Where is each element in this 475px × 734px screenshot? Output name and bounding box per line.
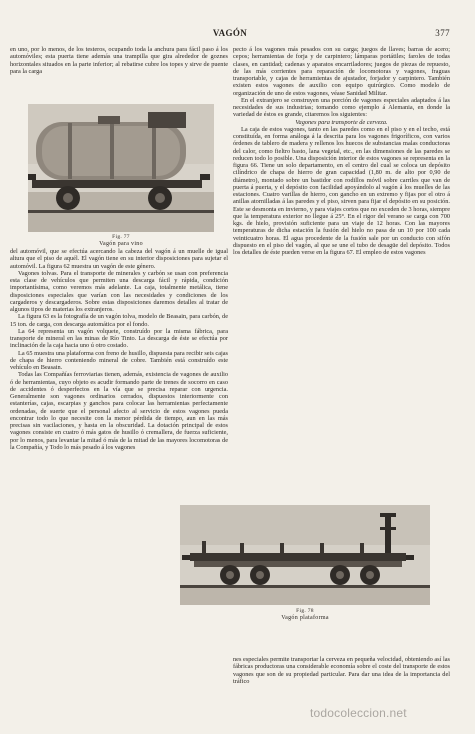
paragraph: Vagones tolvas. Para el transporte de minerales y carbón se usan con preferencia esta clase de vehículos que permiten una descarga fácil y rápida, condición importantísima, como veremos más adelante. La caja, totalmente metálica, tiene disposiciones especiales que varían con las necesidades y condiciones de los cargaderos y descargaderos. Sobre estas disposiciones daremos detalles al tratar de algunos tipos de materias los extranjeros. bbox=[10, 269, 228, 313]
paragraph: Todas las Compañías ferroviarias tienen, además, existencia de vagones de auxilio ó de herramientas, cuyo objeto es acudir formando parte de trenes de socorro en caso de accidentes ó desperfectos en la vía que se precisa reparar con urgencia. Generalmente son vagones ordinarios cerrados, dispuestos interiormente con estanterías, cajas, escarpias y ganchos para colocar las herramientas perfectamente ordenadas, de suerte que el personal afecto al servicio de estos vagones pueda encontrar todo lo que necesite con la menor pérdida de tiempo, aun en las más precisas sin vacilaciones, y hasta en la obscuridad. La dotación principal de estos vagones consiste en cuatro ó más gatos de husillo ó cremallera, de fuerza suficiente, por lo menos, para levantar la mitad ó más de la mitad de las mayores locomotoras de la Compañía, y Todo lo más pesado á los vagones bbox=[10, 371, 228, 451]
paragraph: nes especiales permite transportar la cerveza en pequeña velocidad, obteniendo así las fábricas productoras una considerable economía sobre el coste del transporte de estos vagones que son de su propiedad particular. Para dar una idea de la importancia del tráfico bbox=[233, 656, 450, 685]
figure-78-label: Fig. 78 bbox=[296, 608, 314, 614]
figure-77-label: Fig. 77 bbox=[112, 234, 130, 240]
paragraph: En el extranjero se construyen una porción de vagones especiales adaptados á las necesidades de sus industrias; tomando como ejemplo á Alemania, en donde la variedad de éstos es grande, citaremos los siguientes: bbox=[233, 96, 450, 119]
right-column-bottom-text bbox=[233, 656, 450, 696]
watermark: todocoleccion.net bbox=[310, 706, 407, 720]
figure-78-photo bbox=[180, 505, 430, 605]
paragraph: pecto á los vagones más pesados con su carga; juegos de llaves; barras de acero; cepos; herramientas de forja y de carpintero; lámparas portátiles; faroles de todas clases, en cantidad; cadenas y aparatos encarriladores; juegos de piezas de repuesto, de las más corrientes para reparación de locomotoras y vagones, fraguas transportable, y cajas de herramientas de ajustador, forjador y carpintero. También existen estos vagones de auxilio con equipo quirúrgico. Como modelo de organización de uno de estos vagones, véase Sanidad Militar. bbox=[233, 46, 450, 97]
left-column-top-text bbox=[10, 46, 228, 98]
paragraph: en uno, por lo menos, de los testeros, ocupando toda la anchura para fácil paso á los automóviles; esta puerta tiene además una trampilla que gira alrededor de goznes horizontales situados en la parte inferior; al rebatirse cubre los topes y sirve de puente para la carga bbox=[10, 46, 228, 75]
paragraph: del automóvil, que se efectúa acercando la cabeza del vagón á un muelle de igual altura que el piso de aquél. El vagón tiene en su interior disposiciones para sujetar el automóvil. La figura 62 muestra un vagón de este género. bbox=[10, 248, 228, 270]
paragraph: La 64 representa un vagón volquete, construído por la misma fábrica, para transporte de mineral en las minas de Río Tinto. La descarga de éste se efectúa por inclinación de la caja hacia uno ú otro costado. bbox=[10, 327, 228, 350]
running-header bbox=[10, 28, 450, 42]
paragraph: La caja de estos vagones, tanto en las paredes como en el piso y en el techo, está constituída, en forma análoga á la descrita para los vagones frigoríficos, con varios órdenes de tablero de madera y rellenos los huecos de substancias malas conductoras del calor, como fieltro basto, lana vegetal, etc., en las dimensiones de las paredes se reducen todo lo posible. Una disposición interior de estos vagones se representa en la figura 66. Tiene un solo departamento, en el centro del cual se coloca un depósito cilíndrico de chapa de hierro de gran capacidad (1,80 m. de alto por 0,90 de diámetro), montado sobre un bastidor con rodillos móvil sobre carriles que van de puerta á puerta, y el depósito con facilidad apoyándolo al vagón á los muelles de las estaciones. Cuatro varillas de hierro, con gancho en un extremo y fijas por el otro á anillas atornilladas á las paredes y el piso, sirven para fijar el depósito en su posición. Este se desmonta en invierno, y para viajes cortos que no exceden de 3 horas, siempre que la temperatura exterior no llegue á 25°. En el rigor del verano se carga con 700 kgs. de hielo, provisión suficiente para un viaje de 12 horas. Con las mayores temperaturas de dicha estación la fusión del hielo no pasa de un 10 por 100 cada veinticuatro horas. El agua procedente de la fusión sale por un conducto con sifón dispuesto en el piso del vagón, al que se une el tubo de desagüe del depósito. Todos los detalles de éste pueden verse en la figura 67. El empleo de estos vagones bbox=[233, 125, 450, 256]
right-column-text bbox=[233, 46, 450, 498]
paragraph: La figura 63 es la fotografía de un vagón tolva, modelo de Beasain, para carbón, de 15 ton. de carga, con descarga automática por el fondo. bbox=[10, 313, 228, 328]
left-column-text bbox=[10, 248, 228, 696]
flat-wagon-illustration bbox=[180, 505, 430, 605]
section-heading: Vagones para transporte de cerveza. bbox=[295, 118, 388, 126]
wine-wagon-illustration bbox=[28, 104, 214, 232]
figure-77-caption: Vagón para vino bbox=[99, 241, 143, 247]
paragraph: La 65 muestra una plataforma con freno de husillo, dispuesta para recibir seis cajas de chapa de hierro conteniendo mineral de cobre. También está construído este vehículo en Beasain. bbox=[10, 349, 228, 371]
figure-77-photo bbox=[28, 104, 214, 232]
page-title: VAGÓN bbox=[212, 28, 248, 38]
figure-78-caption: Vagón plataforma bbox=[281, 615, 329, 621]
page-number: 377 bbox=[435, 28, 450, 38]
